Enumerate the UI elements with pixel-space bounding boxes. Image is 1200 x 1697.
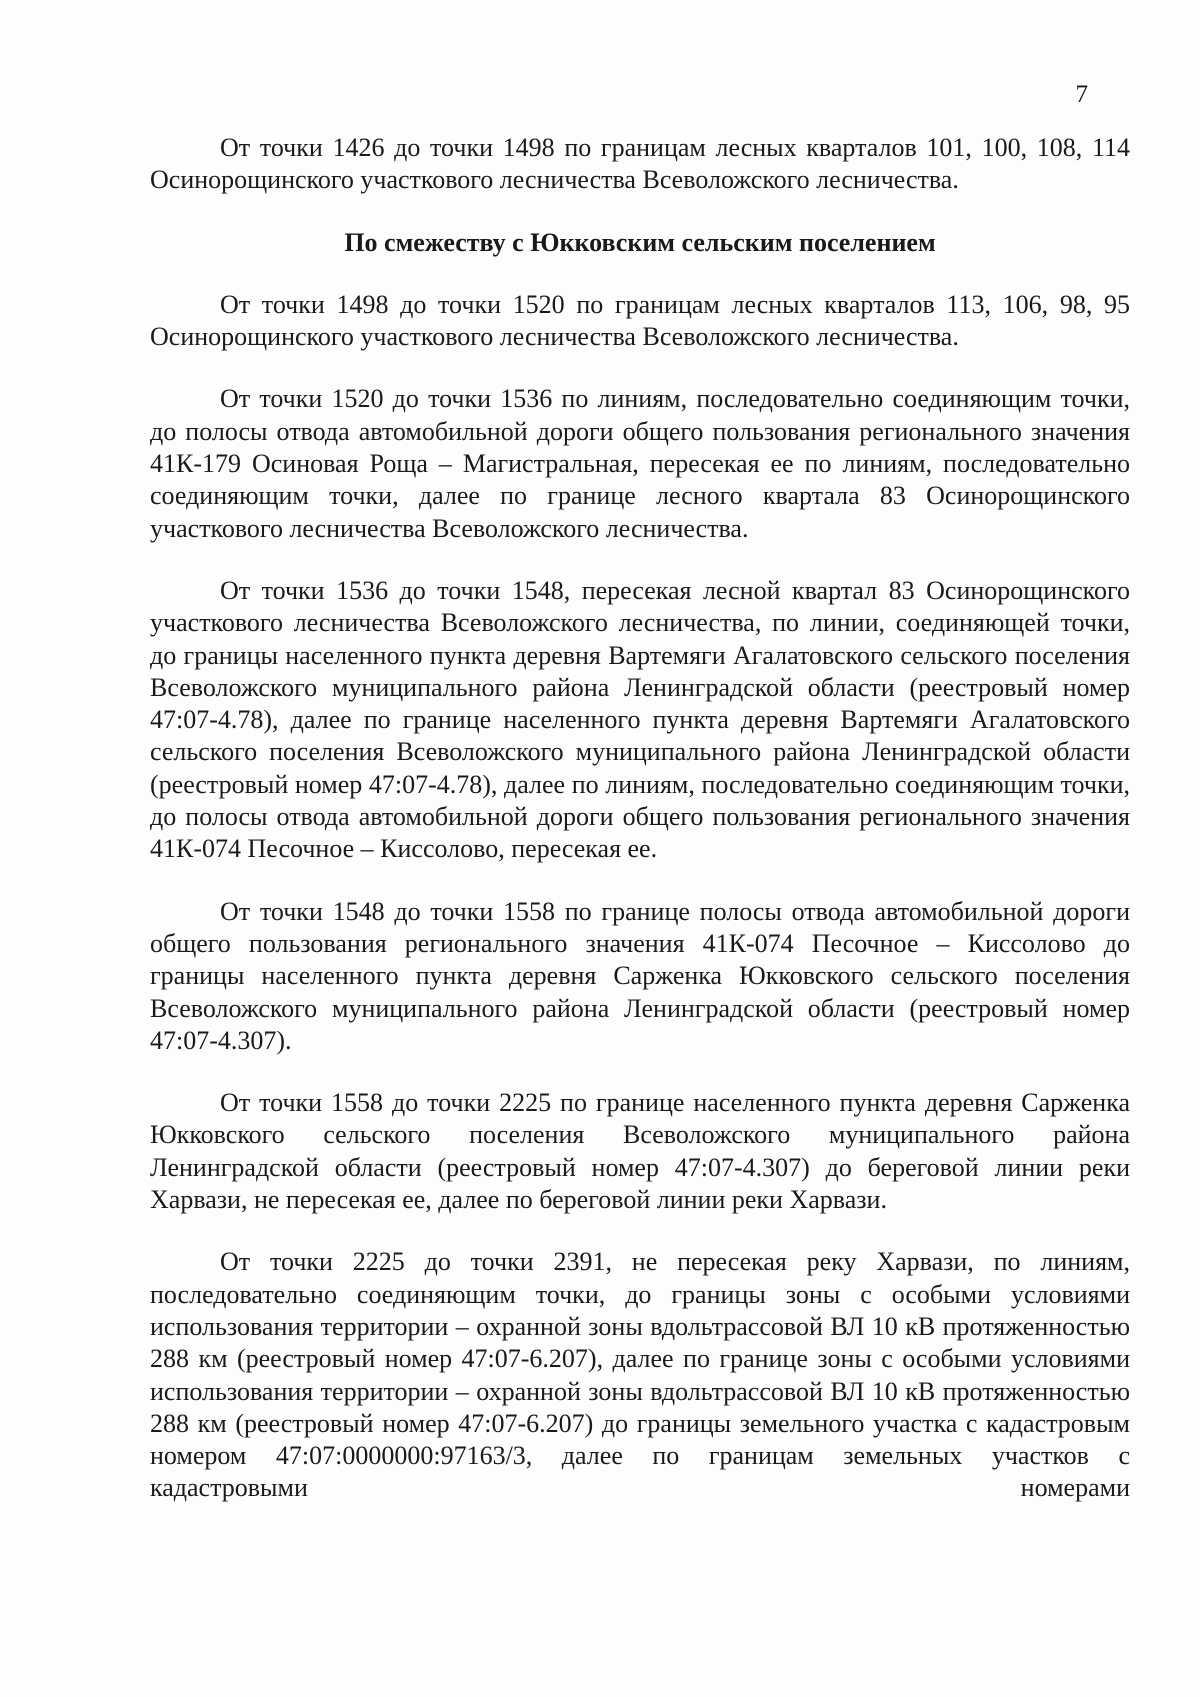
paragraph-3: От точки 1520 до точки 1536 по линиям, последовательно соединяющим точки, до полосы отвода автомобильной дороги общего пользования регионального значения 41К-179 Осиновая Роща – Магистральная, пересекая ее по линиям, последовательно соединяющим точки, далее по границе лесного квартала 83 Осинорощинского участкового лесничества Всеволожского лесничества.	[150, 384, 1130, 543]
paragraph-4: От точки 1536 до точки 1548, пересекая лесной квартал 83 Осинорощинского участкового лесничества Всеволожского лесничества, по линии, соединяющей точки, до границы населенного пункта деревня Вартемяги Агалатовского сельского поселения Всеволожского муниципального района Ленинградской области (реестровый номер 47:07-4.78), далее по границе населенного пункта деревня Вартемяги Агалатовского сельского поселения Всеволожского муниципального района Ленинградской области (реестровый номер 47:07-4.78), далее по линиям, последовательно соединяющим точки, до полосы отвода автомобильной дороги общего пользования регионального значения 41К-074 Песочное – Киссолово, пересекая ее.	[150, 575, 1130, 864]
document-body	[150, 132, 1130, 1505]
paragraph-1: От точки 1426 до точки 1498 по границам лесных кварталов 101, 100, 108, 114 Осинорощинского участкового лесничества Всеволожского лесничества.	[150, 133, 1130, 195]
paragraph-5: От точки 1548 до точки 1558 по границе полосы отвода автомобильной дороги общего пользования регионального значения 41К-074 Песочное – Киссолово до границы населенного пункта деревня Сарженка Юкковского сельского поселения Всеволожского муниципального района Ленинградской области (реестровый номер 47:07-4.307).	[150, 896, 1130, 1055]
section-heading: По смежеству с Юкковским сельским поселением	[344, 227, 936, 257]
page-number: 7	[1075, 81, 1088, 108]
paragraph-2: От точки 1498 до точки 1520 по границам лесных кварталов 113, 106, 98, 95 Осинорощинского участкового лесничества Всеволожского лесничества.	[150, 289, 1130, 352]
paragraph-7: От точки 2225 до точки 2391, не пересекая реку Харвази, по линиям, последовательно соединяющим точки, до границы зоны с особыми условиями использования территории – охранной зоны вдольтрассовой ВЛ 10 кВ протяженностью 288 км (реестровый номер 47:07-6.207), далее по границе зоны с особыми условиями использования территории – охранной зоны вдольтрассовой ВЛ 10 кВ протяженностью 288 км (реестровый номер 47:07-6.207) до границы земельного участка с кадастровым номером 47:07:0000000:97163/3, далее по границам земельных участков с кадастровыми номерами	[150, 1247, 1130, 1503]
paragraph-6: От точки 1558 до точки 2225 по границе населенного пункта деревня Сарженка Юкковского сельского поселения Всеволожского муниципального района Ленинградской области (реестровый номер 47:07-4.307) до береговой линии реки Харвази, не пересекая ее, далее по береговой линии реки Харвази.	[150, 1088, 1130, 1215]
